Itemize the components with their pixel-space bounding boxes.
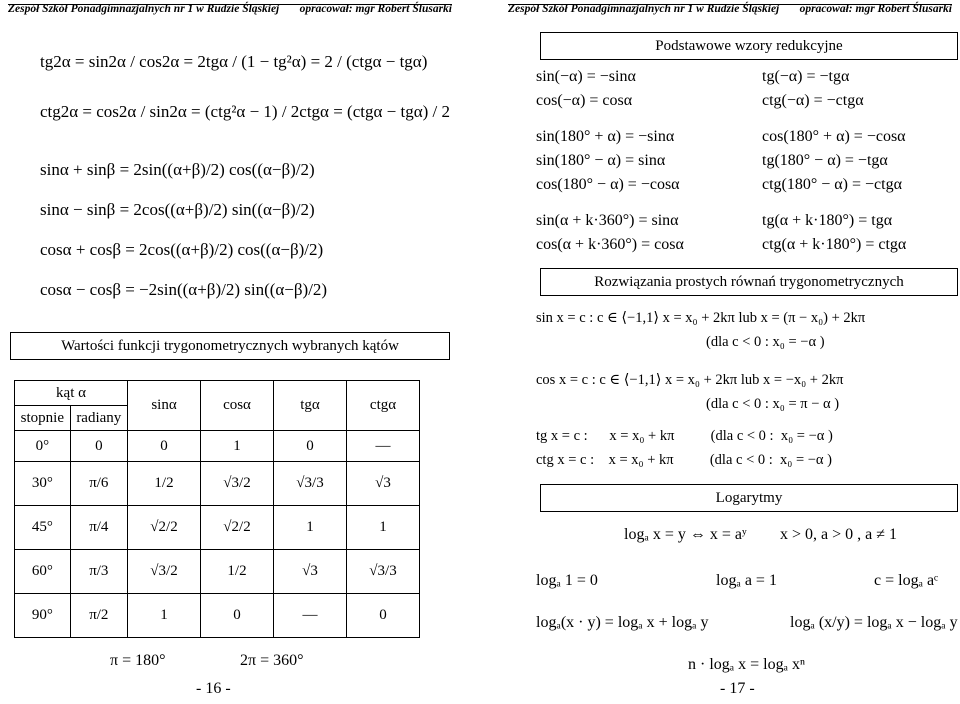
pi-equation-1: π = 180° — [110, 652, 166, 669]
col-sin: sinα — [128, 381, 201, 431]
table-row — [15, 594, 420, 638]
cell-ctg: √3 — [347, 462, 420, 506]
eq-cos-note: (dla c < 0 : x₀ = π − α ) — [706, 396, 840, 412]
cell-ctg: √3/3 — [347, 550, 420, 594]
values-title: Wartości funkcji trygonometrycznych wybranych kątów — [10, 332, 450, 360]
page-number-left: - 16 - — [196, 680, 231, 697]
values-table — [14, 380, 420, 638]
page-number-right: - 17 - — [720, 680, 755, 697]
table-row — [15, 431, 420, 462]
reduction-formula: tg(−α) = −tgα — [762, 68, 850, 85]
table-row — [15, 462, 420, 506]
col-ctg: ctgα — [347, 381, 420, 431]
cell-cos: 0 — [201, 594, 274, 638]
log-definition: logₐ x = y ⇔ x = aʸ — [624, 526, 747, 543]
cell-tg: √3 — [274, 550, 347, 594]
reduction-formula: ctg(−α) = −ctgα — [762, 92, 864, 109]
reduction-formula: cos(180° + α) = −cosα — [762, 128, 906, 145]
log-rule: logₐ(x · y) = logₐ x + logₐ y — [536, 614, 709, 631]
log-conditions: x > 0, a > 0 , a ≠ 1 — [780, 526, 898, 543]
left-header — [8, 3, 452, 15]
reduction-formula: sin(180° − α) = sinα — [536, 152, 666, 169]
reduction-formula: cos(α + k·360°) = cosα — [536, 236, 684, 253]
cell-cos: 1/2 — [201, 550, 274, 594]
cell-deg: 30° — [15, 462, 71, 506]
pi-equation-2: 2π = 360° — [240, 652, 304, 669]
cell-sin: √3/2 — [128, 550, 201, 594]
eq-ctg: ctg x = c : x = x₀ + kπ (dla c < 0 : x₀ = −α ) — [536, 452, 832, 468]
angle-header: kąt α — [15, 381, 128, 406]
eq-cos: cos x = c : c ∈ ⟨−1,1⟩ x = x₀ + 2kπ lub x = −x₀ + 2kπ — [536, 372, 844, 388]
cell-deg: 90° — [15, 594, 71, 638]
cell-ctg: 1 — [347, 506, 420, 550]
reduction-formula: tg(α + k·180°) = tgα — [762, 212, 893, 229]
formula-sin-diff: sinα − sinβ = 2cos((α+β)/2) sin((α−β)/2) — [40, 200, 315, 219]
cell-cos: √3/2 — [201, 462, 274, 506]
reduction-formula: tg(180° − α) = −tgα — [762, 152, 888, 169]
school-name: Zespół Szkół Ponadgimnazjalnych nr 1 w Rudzie Śląskiej — [8, 3, 280, 15]
col-tg: tgα — [274, 381, 347, 431]
log-title: Logarytmy — [540, 484, 958, 512]
formula-sin-sum: sinα + sinβ = 2sin((α+β)/2) cos((α−β)/2) — [40, 160, 315, 179]
eq-tg: tg x = c : x = x₀ + kπ (dla c < 0 : x₀ = −α ) — [536, 428, 833, 444]
formula-ctg2a: ctg2α = cos2α / sin2α = (ctg²α − 1) / 2ctgα = (ctgα − tgα) / 2 — [40, 102, 450, 121]
cell-rad: π/4 — [70, 506, 127, 550]
reduction-formula: cos(180° − α) = −cosα — [536, 176, 680, 193]
cell-tg: √3/3 — [274, 462, 347, 506]
reduction-formula: ctg(180° − α) = −ctgα — [762, 176, 902, 193]
eq-sin-note: (dla c < 0 : x₀ = −α ) — [706, 334, 825, 350]
log-rule: logₐ a = 1 — [716, 572, 777, 589]
author-name: opracował: mgr Robert Ślusarki — [799, 3, 952, 15]
cell-cos: √2/2 — [201, 506, 274, 550]
cell-ctg: 0 — [347, 594, 420, 638]
left-page — [0, 0, 460, 704]
cell-sin: 0 — [128, 431, 201, 462]
log-rule: logₐ 1 = 0 — [536, 572, 598, 589]
reduction-formula: cos(−α) = cosα — [536, 92, 633, 109]
cell-deg: 45° — [15, 506, 71, 550]
table-row — [15, 550, 420, 594]
cell-tg: 1 — [274, 506, 347, 550]
reduction-formula: sin(α + k·360°) = sinα — [536, 212, 679, 229]
cell-rad: π/6 — [70, 462, 127, 506]
col-cos: cosα — [201, 381, 274, 431]
school-name: Zespół Szkół Ponadgimnazjalnych nr 1 w Rudzie Śląskiej — [508, 3, 780, 15]
degrees-header: stopnie — [15, 406, 71, 431]
formula-cos-diff: cosα − cosβ = −2sin((α+β)/2) sin((α−β)/2) — [40, 280, 328, 299]
cell-tg: 0 — [274, 431, 347, 462]
table-row — [15, 506, 420, 550]
log-rule: logₐ (x/y) = logₐ x − logₐ y — [790, 614, 958, 631]
cell-sin: 1 — [128, 594, 201, 638]
reduction-formula: ctg(α + k·180°) = ctgα — [762, 236, 907, 253]
cell-cos: 1 — [201, 431, 274, 462]
author-name: opracował: mgr Robert Ślusarki — [299, 3, 452, 15]
reduction-formula: sin(−α) = −sinα — [536, 68, 636, 85]
cell-sin: 1/2 — [128, 462, 201, 506]
radians-header: radiany — [70, 406, 127, 431]
cell-rad: π/3 — [70, 550, 127, 594]
cell-rad: π/2 — [70, 594, 127, 638]
right-header — [508, 3, 952, 15]
cell-rad: 0 — [70, 431, 127, 462]
reduction-formula: sin(180° + α) = −sinα — [536, 128, 675, 145]
log-rule: n · logₐ x = logₐ xⁿ — [688, 656, 806, 673]
cell-tg: — — [274, 594, 347, 638]
cell-deg: 0° — [15, 431, 71, 462]
cell-ctg: — — [347, 431, 420, 462]
formula-tg2a: tg2α = sin2α / cos2α = 2tgα / (1 − tg²α) = 2 / (ctgα − tgα) — [40, 52, 428, 71]
cell-sin: √2/2 — [128, 506, 201, 550]
reduction-title: Podstawowe wzory redukcyjne — [540, 32, 958, 60]
formula-cos-sum: cosα + cosβ = 2cos((α+β)/2) cos((α−β)/2) — [40, 240, 324, 259]
equations-title: Rozwiązania prostych równań trygonometrycznych — [540, 268, 958, 296]
cell-deg: 60° — [15, 550, 71, 594]
right-page — [500, 0, 960, 704]
log-rule: c = logₐ aᶜ — [874, 572, 939, 589]
eq-sin: sin x = c : c ∈ ⟨−1,1⟩ x = x₀ + 2kπ lub x = (π − x₀) + 2kπ — [536, 310, 866, 326]
